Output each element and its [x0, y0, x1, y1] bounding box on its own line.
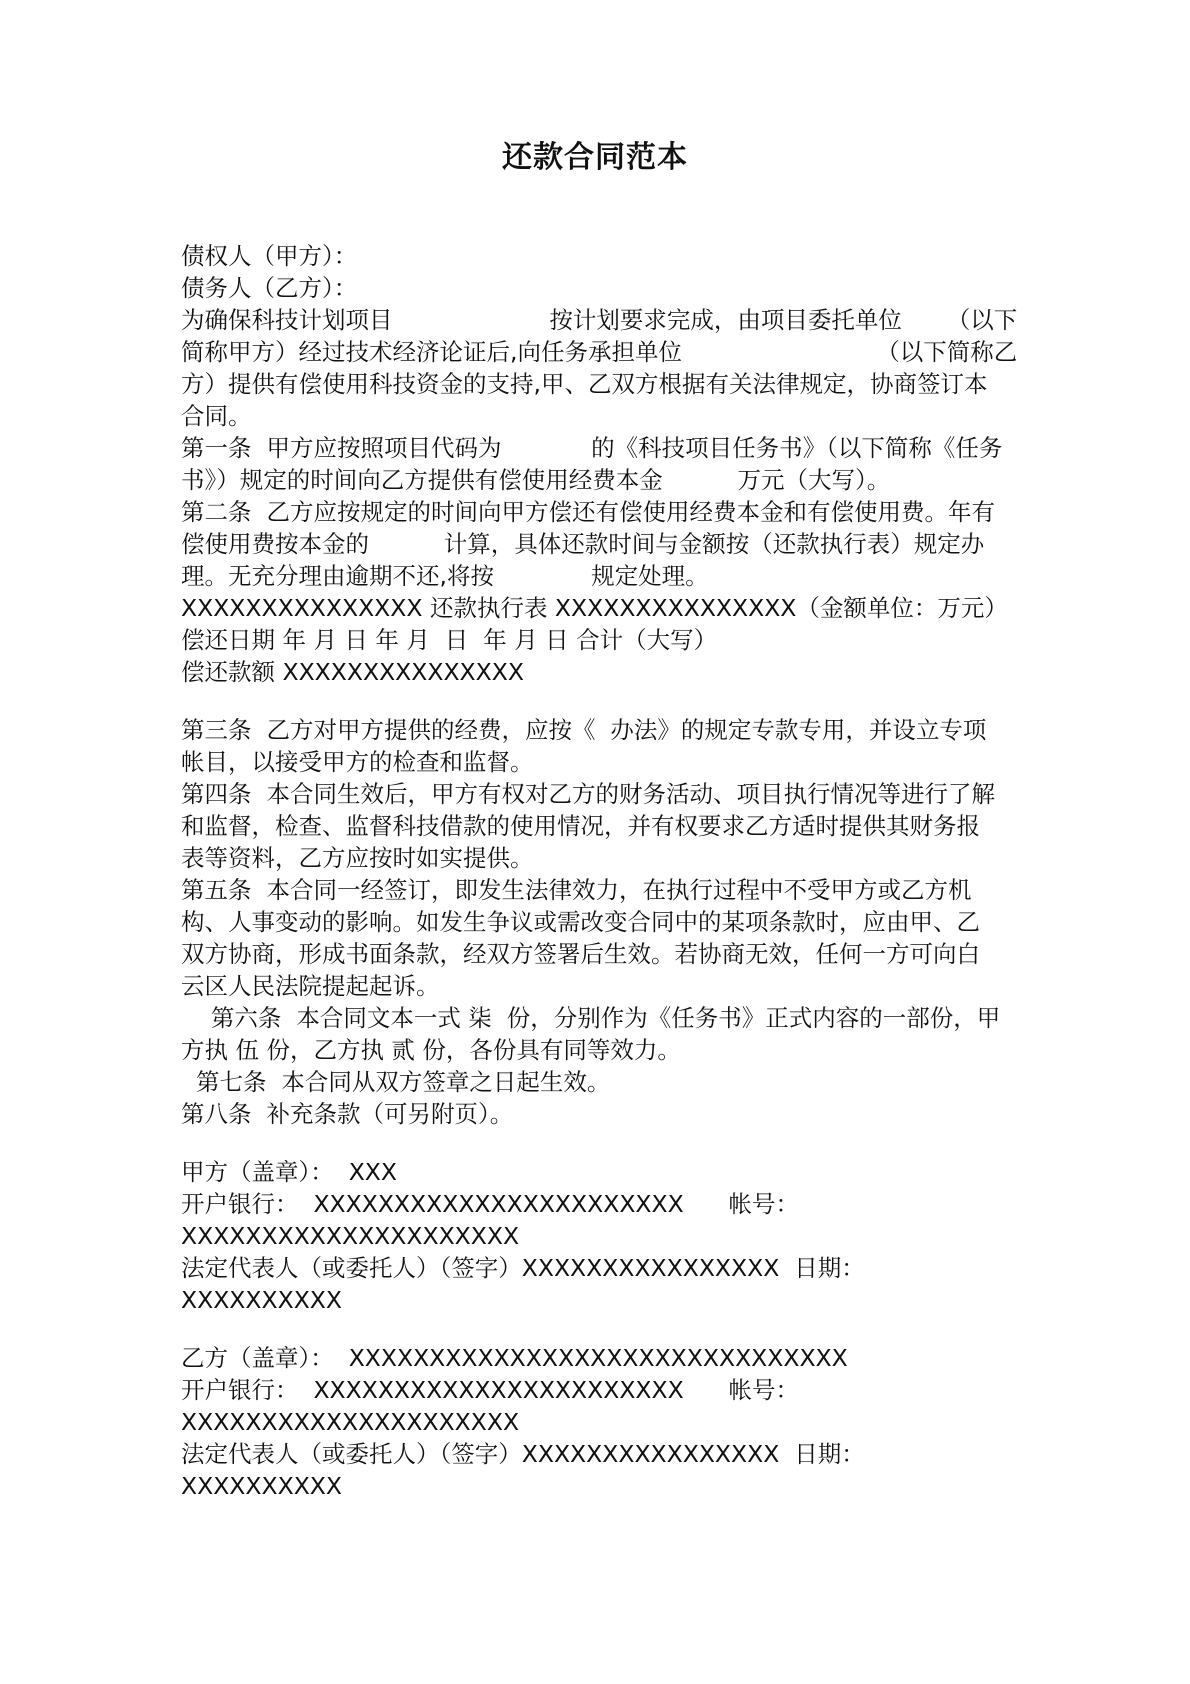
party-b-representative-line: 法定代表人（或委托人）（签字）XXXXXXXXXXXXXXXX 日期：: [181, 1440, 865, 1468]
party-a-representative-line: 法定代表人（或委托人）（签字）XXXXXXXXXXXXXXXX 日期：: [181, 1254, 865, 1282]
article-5-line: 双方协商，形成书面条款，经双方签署后生效。若协商无效，任何一方可向白: [181, 940, 980, 968]
article-2-line: 第二条 乙方应按规定的时间向甲方偿还有偿使用经费本金和有偿使用费。年有: [181, 498, 995, 526]
party-b-seal-line: 乙方（盖章）： XXXXXXXXXXXXXXXXXXXXXXXXXXXXXXX: [181, 1344, 848, 1372]
article-3-line: 第三条 乙方对甲方提供的经费，应按《 办法》的规定专款专用，并设立专项: [181, 716, 987, 744]
party-a-account-line: XXXXXXXXXXXXXXXXXXXXX: [181, 1222, 520, 1250]
spacer: [181, 688, 1041, 714]
spacer: [181, 1316, 1041, 1342]
party-a-date-line: XXXXXXXXXX: [181, 1286, 342, 1314]
party-b-bank-line: 开户银行： XXXXXXXXXXXXXXXXXXXXXXX 帐号：: [181, 1376, 800, 1404]
party-b-date-line: XXXXXXXXXX: [181, 1472, 342, 1500]
party-b-account-line: XXXXXXXXXXXXXXXXXXXXX: [181, 1408, 520, 1436]
article-1-line: 第一条 甲方应按照项目代码为 的《科技项目任务书》（以下简称《任务: [181, 434, 1003, 462]
article-5-line: 云区人民法院提起起诉。: [181, 972, 440, 1000]
repayment-date-row: 偿还日期 年 月 日 年 月 日 年 月 日 合计（大写）: [181, 626, 718, 654]
article-4-line: 和监督，检查、监督科技借款的使用情况，并有权要求乙方适时提供其财务报: [181, 812, 980, 840]
party-a-seal-line: 甲方（盖章）： XXX: [181, 1158, 397, 1186]
article-3-line: 帐目，以接受甲方的检查和监督。: [181, 748, 534, 776]
article-7-line: 第七条 本合同从双方签章之日起生效。: [181, 1068, 611, 1096]
repayment-table-title: XXXXXXXXXXXXXXX 还款执行表 XXXXXXXXXXXXXXX（金额单位：万元）: [181, 594, 1008, 622]
party-a-bank-line: 开户银行： XXXXXXXXXXXXXXXXXXXXXXX 帐号：: [181, 1190, 800, 1218]
preamble-line: 为确保科技计划项目 按计划要求完成，由项目委托单位 （以下: [181, 306, 1018, 334]
article-2-line: 偿使用费按本金的 计算，具体还款时间与金额按（还款执行表）规定办: [181, 530, 985, 558]
contract-preamble: [181, 240, 1041, 688]
spacer: [181, 1130, 1041, 1156]
article-2-line: 理。无充分理由逾期不还,将按 规定处理。: [181, 562, 709, 590]
article-8-line: 第八条 补充条款（可另附页）。: [181, 1100, 514, 1128]
party-b-signature-block: [181, 1342, 1041, 1502]
contract-articles: [181, 714, 1041, 1130]
debtor-line: 债务人（乙方）：: [181, 274, 358, 302]
article-5-line: 第五条 本合同一经签订，即发生法律效力，在执行过程中不受甲方或乙方机: [181, 876, 972, 904]
preamble-line: 合同。: [181, 402, 252, 430]
article-4-line: 第四条 本合同生效后，甲方有权对乙方的财务活动、项目执行情况等进行了解: [181, 780, 995, 808]
article-6-line: 第六条 本合同文本一式 柒 份，分别作为《任务书》正式内容的一部份，甲: [181, 1004, 1001, 1032]
document-body: [181, 240, 1041, 1502]
article-1-line: 书》）规定的时间向乙方提供有偿使用经费本金 万元（大写）。: [181, 466, 891, 494]
article-4-line: 表等资料，乙方应按时如实提供。: [181, 844, 534, 872]
preamble-line: 简称甲方）经过技术经济论证后,向任务承担单位 （以下简称乙: [181, 338, 1018, 366]
article-6-line: 方执 伍 份，乙方执 贰 份，各份具有同等效力。: [181, 1036, 681, 1064]
preamble-line: 方）提供有偿使用科技资金的支持,甲、乙双方根据有关法律规定，协商签订本: [181, 370, 988, 398]
repayment-amount-row: 偿还款额 XXXXXXXXXXXXXXX: [181, 658, 524, 686]
article-5-line: 构、人事变动的影响。如发生争议或需改变合同中的某项条款时，应由甲、乙: [181, 908, 980, 936]
party-a-signature-block: [181, 1156, 1041, 1316]
creditor-line: 债权人（甲方）：: [181, 242, 358, 270]
document-title: 还款合同范本: [502, 140, 688, 175]
